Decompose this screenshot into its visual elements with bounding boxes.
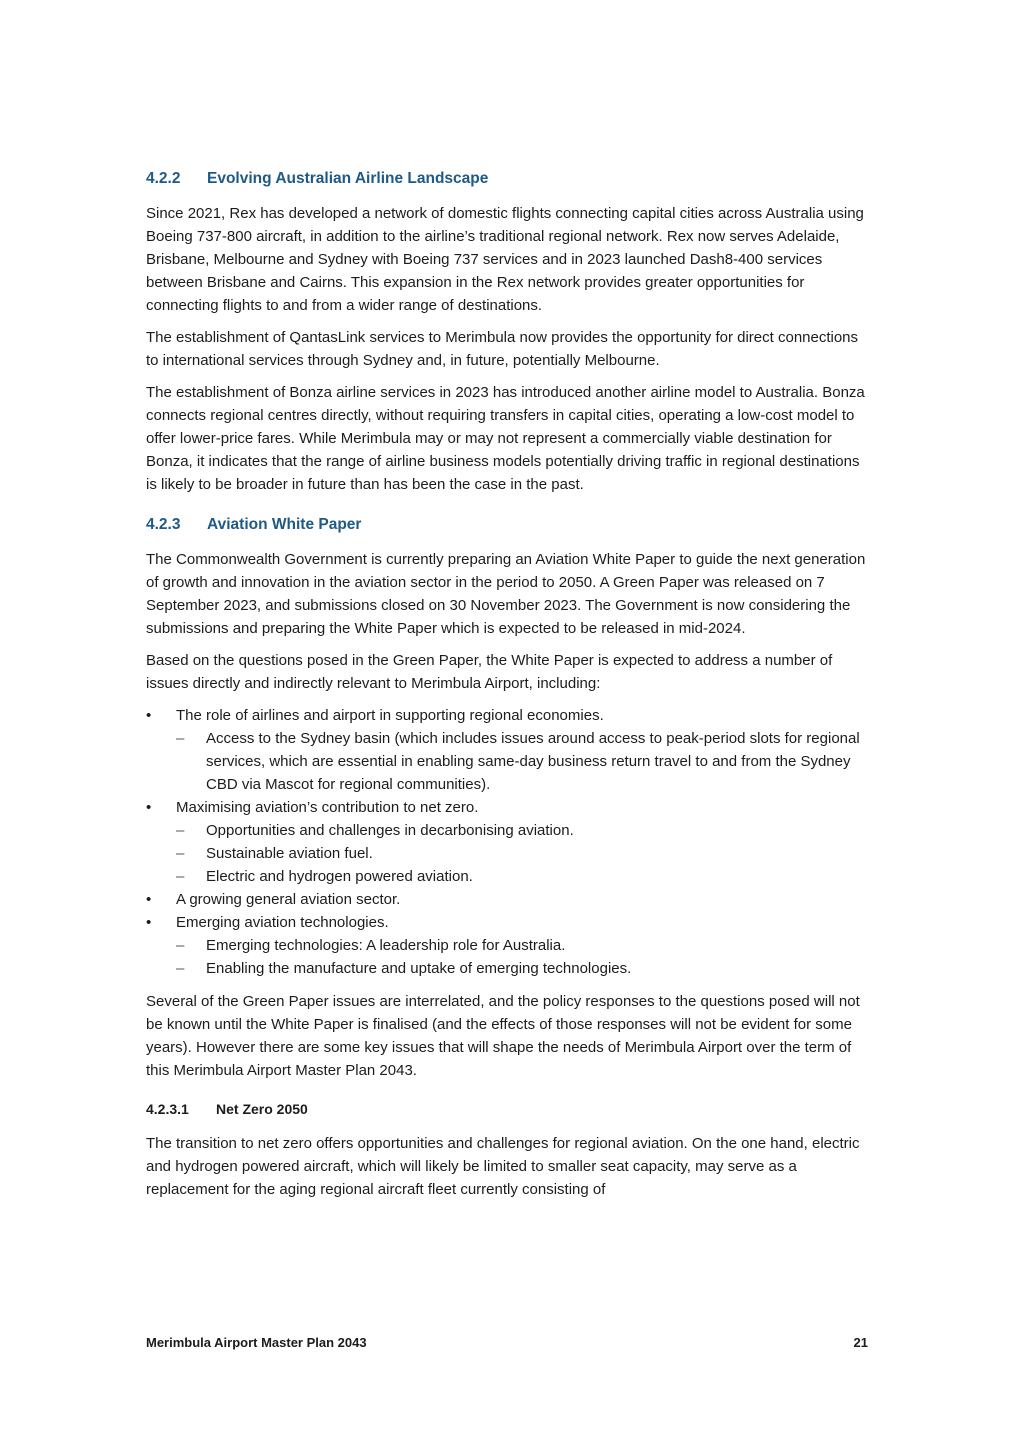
sub-list-item (176, 727, 874, 796)
sub-list-item-text: Emerging technologies: A leadership role for Australia. (206, 937, 566, 954)
section-number: 4.2.3 (146, 516, 181, 533)
section-heading-4-2-2 (146, 168, 874, 190)
sub-list (176, 819, 874, 888)
list-item-text: Emerging aviation technologies. (176, 914, 389, 931)
sub-list-item (176, 934, 874, 957)
section-title: Net Zero 2050 (216, 1101, 308, 1117)
dash-marker: – (176, 822, 185, 839)
footer-title: Merimbula Airport Master Plan 2043 (146, 1335, 367, 1350)
bullet-marker: • (146, 799, 152, 816)
sub-list-item (176, 842, 874, 865)
paragraph: The Commonwealth Government is currently preparing an Aviation White Paper to guide the next generation of growth and innovation in the aviation sector in the period to 2050. A Green Paper was released on 7 September 2023, and submissions closed on 30 November 2023. The Government is now considering the submissions and preparing the White Paper which is expected to be released in mid-2024. (146, 551, 866, 637)
section-title: Evolving Australian Airline Landscape (207, 170, 489, 187)
page-number: 21 (853, 1335, 868, 1350)
bullet-marker: • (146, 914, 152, 931)
dash-marker: – (176, 730, 185, 747)
page-footer (146, 1335, 868, 1350)
dash-marker: – (176, 845, 185, 862)
sub-list-item (176, 865, 874, 888)
list-item-text: Maximising aviation’s contribution to net zero. (176, 799, 479, 816)
sub-list-item-text: Access to the Sydney basin (which includes issues around access to peak-period slots for regional services, which are essential in enabling same-day business return travel to and from the Sydney CBD via Mascot for regional communities). (206, 730, 860, 793)
sub-list-item-text: Electric and hydrogen powered aviation. (206, 868, 473, 885)
section-title: Aviation White Paper (207, 516, 362, 533)
bullet-marker: • (146, 891, 152, 908)
paragraph: The establishment of Bonza airline services in 2023 has introduced another airline model to Australia. Bonza connects regional centres directly, without requiring transfers in capital cities, operating a low-cost model to offer lower-price fares. While Merimbula may or may not represent a commercially viable destination for Bonza, it indicates that the range of airline business models potentially driving traffic in regional destinations is likely to be broader in future than has been the case in the past. (146, 384, 865, 493)
paragraph: The establishment of QantasLink services to Merimbula now provides the opportunity for direct connections to international services through Sydney and, in future, potentially Melbourne. (146, 329, 859, 369)
sub-list-item-text: Sustainable aviation fuel. (206, 845, 373, 862)
issues-list (146, 704, 874, 980)
paragraph: Since 2021, Rex has developed a network of domestic flights connecting capital cities across Australia using Boeing 737-800 aircraft, in addition to the airline’s traditional regional network. Rex now serves Adelaide, Brisbane, Melbourne and Sydney with Boeing 737 services and in 2023 launched Dash8-400 services between Brisbane and Cairns. This expansion in the Rex network provides greater opportunities for connecting flights to and from a wider range of destinations. (146, 205, 864, 314)
sub-list (176, 727, 874, 796)
dash-marker: – (176, 960, 185, 977)
list-item-text: A growing general aviation sector. (176, 891, 401, 908)
list-item (146, 888, 874, 911)
sub-list-item-text: Opportunities and challenges in decarbonising aviation. (206, 822, 574, 839)
section-number: 4.2.2 (146, 170, 181, 187)
sub-list-item (176, 819, 874, 842)
paragraph: Several of the Green Paper issues are interrelated, and the policy responses to the questions posed will not be known until the White Paper is finalised (and the effects of those responses will not be evident for some years). However there are some key issues that will shape the needs of Merimbula Airport over the term of this Merimbula Airport Master Plan 2043. (146, 993, 860, 1079)
section-heading-4-2-3 (146, 514, 874, 536)
list-item-text: The role of airlines and airport in supporting regional economies. (176, 707, 604, 724)
list-item (146, 796, 874, 888)
paragraph: Based on the questions posed in the Green Paper, the White Paper is expected to address a number of issues directly and indirectly relevant to Merimbula Airport, including: (146, 652, 833, 692)
page-body (146, 168, 874, 1210)
bullet-marker: • (146, 707, 152, 724)
sub-list-item (176, 957, 874, 980)
sub-list (176, 934, 874, 980)
list-item (146, 911, 874, 980)
subsection-heading-4-2-3-1 (146, 1098, 874, 1120)
dash-marker: – (176, 937, 185, 954)
sub-list-item-text: Enabling the manufacture and uptake of emerging technologies. (206, 960, 632, 977)
paragraph: The transition to net zero offers opportunities and challenges for regional aviation. On the one hand, electric and hydrogen powered aircraft, which will likely be limited to smaller seat capacity, may serve as a replacement for the aging regional aircraft fleet currently consisting of (146, 1135, 860, 1198)
list-item (146, 704, 874, 796)
dash-marker: – (176, 868, 185, 885)
section-number: 4.2.3.1 (146, 1101, 189, 1117)
